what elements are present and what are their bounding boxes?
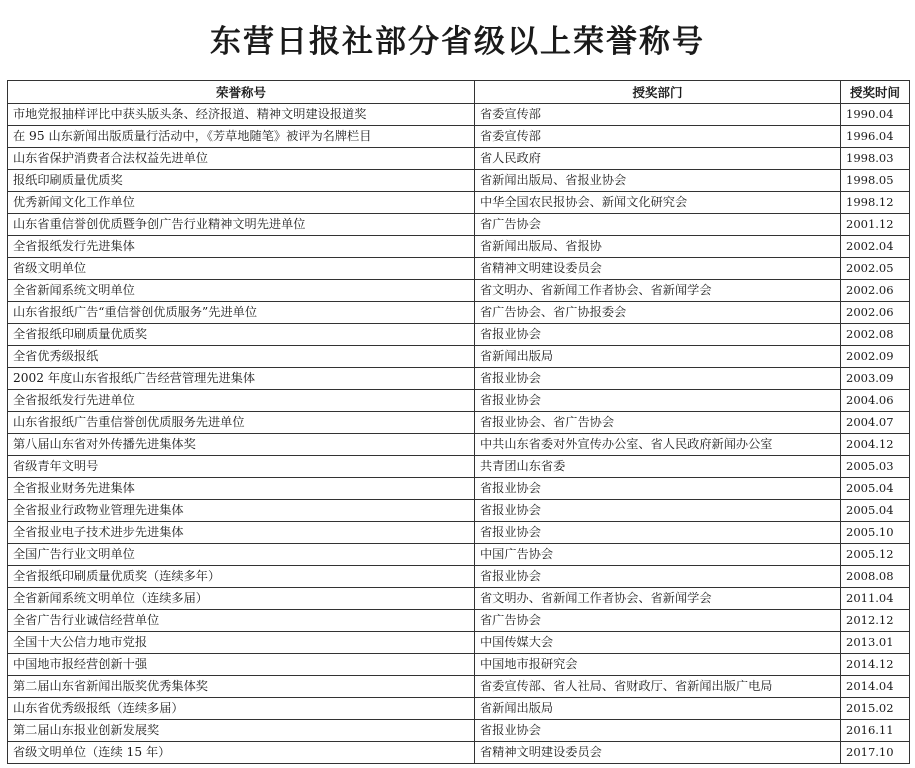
awarding-department-cell: 省报业协会 [475,368,841,390]
honor-title-cell: 市地党报抽样评比中获头版头条、经济报道、精神文明建设报道奖 [8,104,475,126]
award-date-cell: 2005.04 [841,478,910,500]
table-row [8,456,910,478]
award-date-cell: 2002.06 [841,302,910,324]
award-date-cell: 2002.05 [841,258,910,280]
header-awarding-department: 授奖部门 [475,81,841,104]
honor-title-cell: 优秀新闻文化工作单位 [8,192,475,214]
honor-title-cell: 全国十大公信力地市党报 [8,632,475,654]
awarding-department-cell: 省报业协会 [475,324,841,346]
honor-title-cell: 中国地市报经营创新十强 [8,654,475,676]
award-date-cell: 1990.04 [841,104,910,126]
table-row [8,720,910,742]
table-row [8,258,910,280]
table-row [8,632,910,654]
award-date-cell: 2003.09 [841,368,910,390]
honor-title-cell: 全省广告行业诚信经营单位 [8,610,475,632]
awarding-department-cell: 省委宣传部 [475,126,841,148]
table-row [8,610,910,632]
table-row [8,148,910,170]
award-date-cell: 2005.12 [841,544,910,566]
award-date-cell: 2002.04 [841,236,910,258]
table-row [8,566,910,588]
table-row [8,302,910,324]
table-row [8,192,910,214]
table-row [8,170,910,192]
honor-title-cell: 省级文明单位 [8,258,475,280]
page-title: 东营日报社部分省级以上荣誉称号 [210,24,705,60]
table-row [8,412,910,434]
honor-title-cell: 全省报纸发行先进单位 [8,390,475,412]
award-date-cell: 2004.12 [841,434,910,456]
honor-title-cell: 省级文明单位（连续 15 年） [8,742,475,764]
honor-title-cell: 在 95 山东新闻出版质量行活动中，《芳草地随笔》被评为名牌栏目 [8,126,475,148]
award-date-cell: 2016.11 [841,720,910,742]
honor-title-cell: 第二届山东省新闻出版奖优秀集体奖 [8,676,475,698]
award-date-cell: 2002.06 [841,280,910,302]
awarding-department-cell: 省报业协会 [475,522,841,544]
awarding-department-cell: 中共山东省委对外宣传办公室、省人民政府新闻办公室 [475,434,841,456]
awarding-department-cell: 省文明办、省新闻工作者协会、省新闻学会 [475,280,841,302]
table-row [8,588,910,610]
table-row [8,478,910,500]
awarding-department-cell: 省精神文明建设委员会 [475,742,841,764]
awarding-department-cell: 省精神文明建设委员会 [475,258,841,280]
honor-title-cell: 全省报纸印刷质量优质奖（连续多年） [8,566,475,588]
honor-title-cell: 全省报纸发行先进集体 [8,236,475,258]
honor-title-cell: 全国广告行业文明单位 [8,544,475,566]
awarding-department-cell: 省报业协会 [475,478,841,500]
award-date-cell: 2002.08 [841,324,910,346]
awarding-department-cell: 省新闻出版局 [475,346,841,368]
awarding-department-cell: 共青团山东省委 [475,456,841,478]
awarding-department-cell: 中国地市报研究会 [475,654,841,676]
honor-title-cell: 省级青年文明号 [8,456,475,478]
table-row [8,654,910,676]
table-row [8,236,910,258]
awarding-department-cell: 省新闻出版局、省报业协会 [475,170,841,192]
award-date-cell: 2002.09 [841,346,910,368]
table-row [8,324,910,346]
award-date-cell: 2017.10 [841,742,910,764]
table-row [8,390,910,412]
award-date-cell: 2008.08 [841,566,910,588]
table-row [8,126,910,148]
honor-title-cell: 山东省报纸广告重信誉创优质服务先进单位 [8,412,475,434]
table-row [8,368,910,390]
awarding-department-cell: 省广告协会 [475,610,841,632]
award-date-cell: 2015.02 [841,698,910,720]
award-date-cell: 1996.04 [841,126,910,148]
honor-title-cell: 山东省报纸广告“重信誉创优质服务”先进单位 [8,302,475,324]
table-body [8,104,910,764]
award-date-cell: 2005.04 [841,500,910,522]
awarding-department-cell: 省人民政府 [475,148,841,170]
honor-title-cell: 2002 年度山东省报纸广告经营管理先进集体 [8,368,475,390]
honor-title-cell: 报纸印刷质量优质奖 [8,170,475,192]
awarding-department-cell: 中华全国农民报协会、新闻文化研究会 [475,192,841,214]
awarding-department-cell: 省报业协会 [475,390,841,412]
award-date-cell: 2011.04 [841,588,910,610]
table-row [8,742,910,764]
award-date-cell: 1998.03 [841,148,910,170]
honors-table [7,80,910,764]
honor-title-cell: 全省报业行政物业管理先进集体 [8,500,475,522]
awarding-department-cell: 省报业协会 [475,500,841,522]
honor-title-cell: 全省报纸印刷质量优质奖 [8,324,475,346]
header-honor-title: 荣誉称号 [8,81,475,104]
honor-title-cell: 全省报业财务先进集体 [8,478,475,500]
award-date-cell: 1998.12 [841,192,910,214]
table-row [8,500,910,522]
honor-title-cell: 全省报业电子技术进步先进集体 [8,522,475,544]
awarding-department-cell: 省报业协会、省广告协会 [475,412,841,434]
table-row [8,214,910,236]
award-date-cell: 1998.05 [841,170,910,192]
awarding-department-cell: 中国传媒大会 [475,632,841,654]
table-row [8,544,910,566]
table-row [8,434,910,456]
honor-title-cell: 全省新闻系统文明单位 [8,280,475,302]
honor-title-cell: 山东省优秀级报纸（连续多届） [8,698,475,720]
award-date-cell: 2014.04 [841,676,910,698]
header-row [8,81,910,104]
honor-title-cell: 全省新闻系统文明单位（连续多届） [8,588,475,610]
awarding-department-cell: 省广告协会 [475,214,841,236]
honor-title-cell: 山东省重信誉创优质暨争创广告行业精神文明先进单位 [8,214,475,236]
awarding-department-cell: 省新闻出版局、省报协 [475,236,841,258]
table-row [8,346,910,368]
award-date-cell: 2014.12 [841,654,910,676]
awarding-department-cell: 省委宣传部、省人社局、省财政厅、省新闻出版广电局 [475,676,841,698]
award-date-cell: 2004.07 [841,412,910,434]
awarding-department-cell: 省广告协会、省广协报委会 [475,302,841,324]
awarding-department-cell: 省委宣传部 [475,104,841,126]
table-row [8,676,910,698]
table-row [8,522,910,544]
award-date-cell: 2004.06 [841,390,910,412]
header-award-date: 授奖时间 [841,81,910,104]
awarding-department-cell: 省新闻出版局 [475,698,841,720]
honor-title-cell: 全省优秀级报纸 [8,346,475,368]
awarding-department-cell: 中国广告协会 [475,544,841,566]
table-row [8,698,910,720]
award-date-cell: 2012.12 [841,610,910,632]
award-date-cell: 2005.10 [841,522,910,544]
honor-title-cell: 第二届山东报业创新发展奖 [8,720,475,742]
award-date-cell: 2005.03 [841,456,910,478]
honor-title-cell: 第八届山东省对外传播先进集体奖 [8,434,475,456]
awarding-department-cell: 省报业协会 [475,566,841,588]
table-header [8,81,910,104]
awarding-department-cell: 省文明办、省新闻工作者协会、省新闻学会 [475,588,841,610]
honor-title-cell: 山东省保护消费者合法权益先进单位 [8,148,475,170]
table-row [8,280,910,302]
award-date-cell: 2001.12 [841,214,910,236]
awarding-department-cell: 省报业协会 [475,720,841,742]
table-row [8,104,910,126]
award-date-cell: 2013.01 [841,632,910,654]
